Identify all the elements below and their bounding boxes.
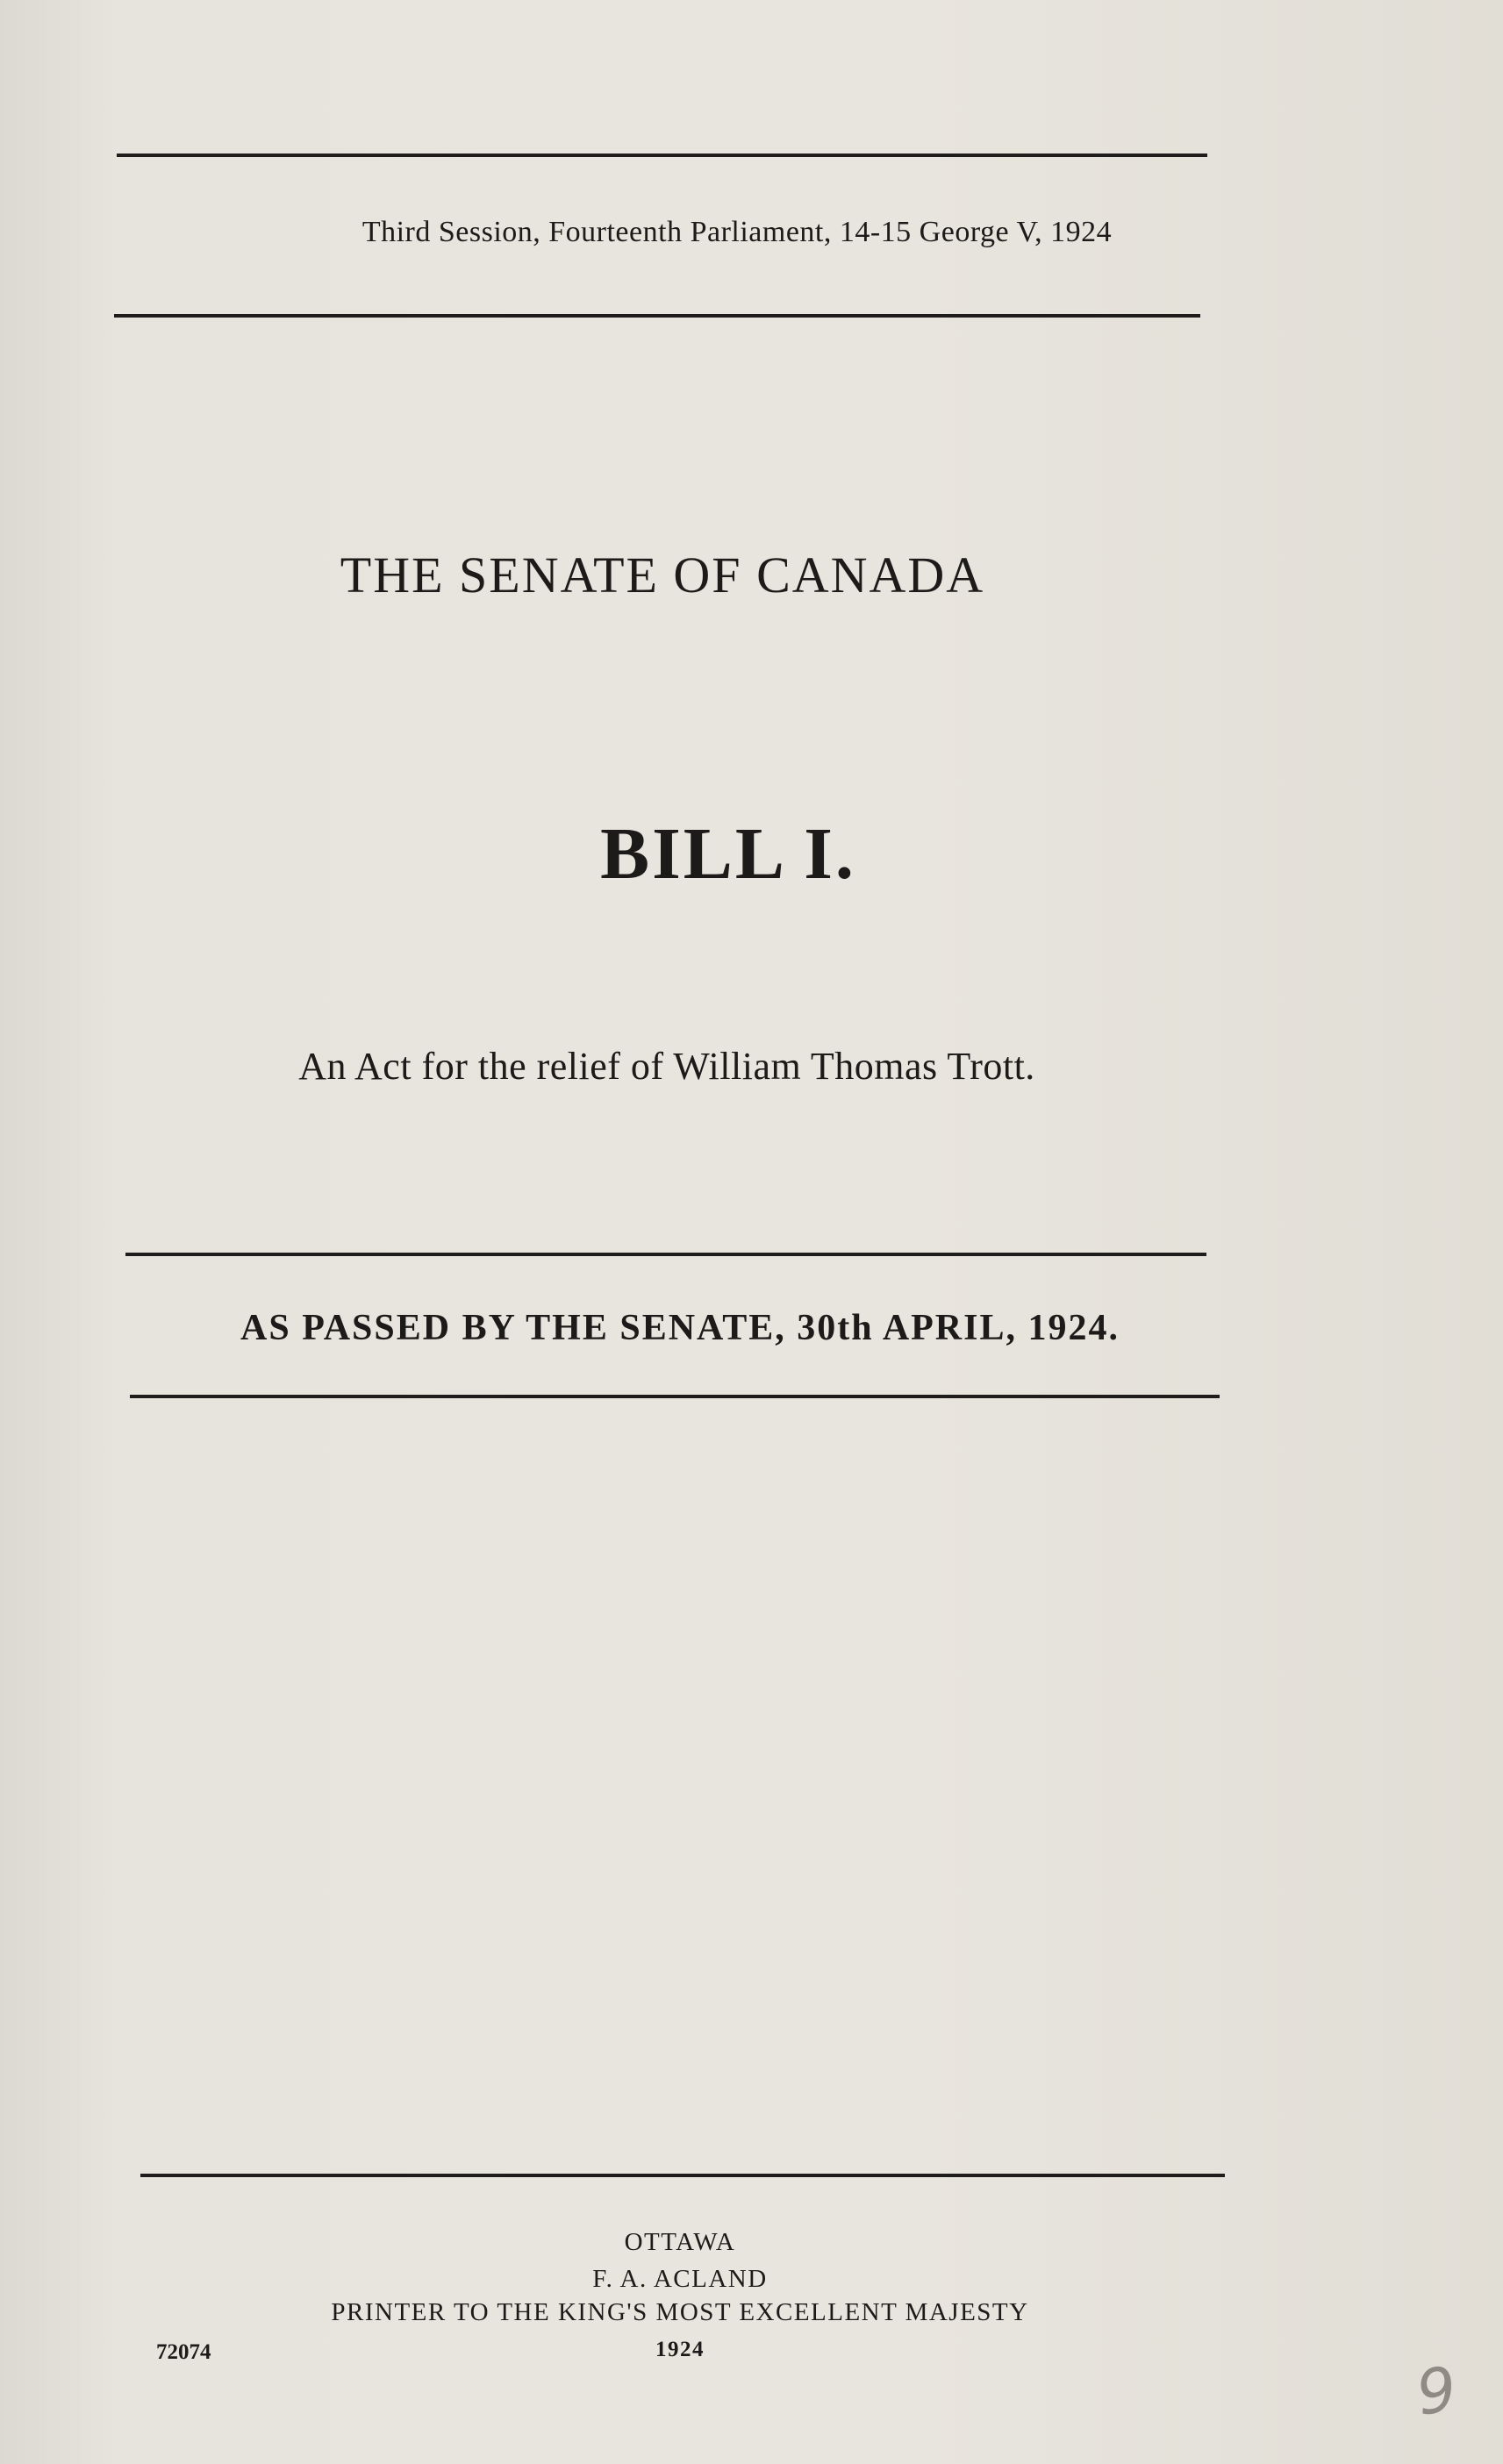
top-rule-1 bbox=[117, 154, 1207, 157]
imprint-year: 1924 bbox=[655, 2338, 705, 2361]
imprint-printer-name: F. A. ACLAND bbox=[592, 2265, 768, 2293]
imprint-printer-title: PRINTER TO THE KING'S MOST EXCELLENT MAJESTY bbox=[331, 2298, 1029, 2326]
imprint-city: OTTAWA bbox=[624, 2228, 736, 2256]
print-code: 72074 bbox=[156, 2340, 211, 2364]
passed-statement: AS PASSED BY THE SENATE, 30th APRIL, 1924. bbox=[240, 1308, 1120, 1348]
bill-title: BILL I. bbox=[600, 813, 856, 895]
imprint-rule bbox=[140, 2174, 1225, 2177]
top-rule-2 bbox=[114, 314, 1200, 318]
pencil-annotation: 9 bbox=[1412, 2353, 1462, 2430]
passed-rule-bottom bbox=[130, 1395, 1220, 1398]
session-line: Third Session, Fourteenth Parliament, 14-15 George V, 1924 bbox=[361, 216, 1113, 248]
passed-rule-top bbox=[125, 1253, 1206, 1256]
act-title: An Act for the relief of William Thomas Trott. bbox=[298, 1045, 1035, 1088]
senate-heading: THE SENATE OF CANADA bbox=[340, 546, 985, 604]
